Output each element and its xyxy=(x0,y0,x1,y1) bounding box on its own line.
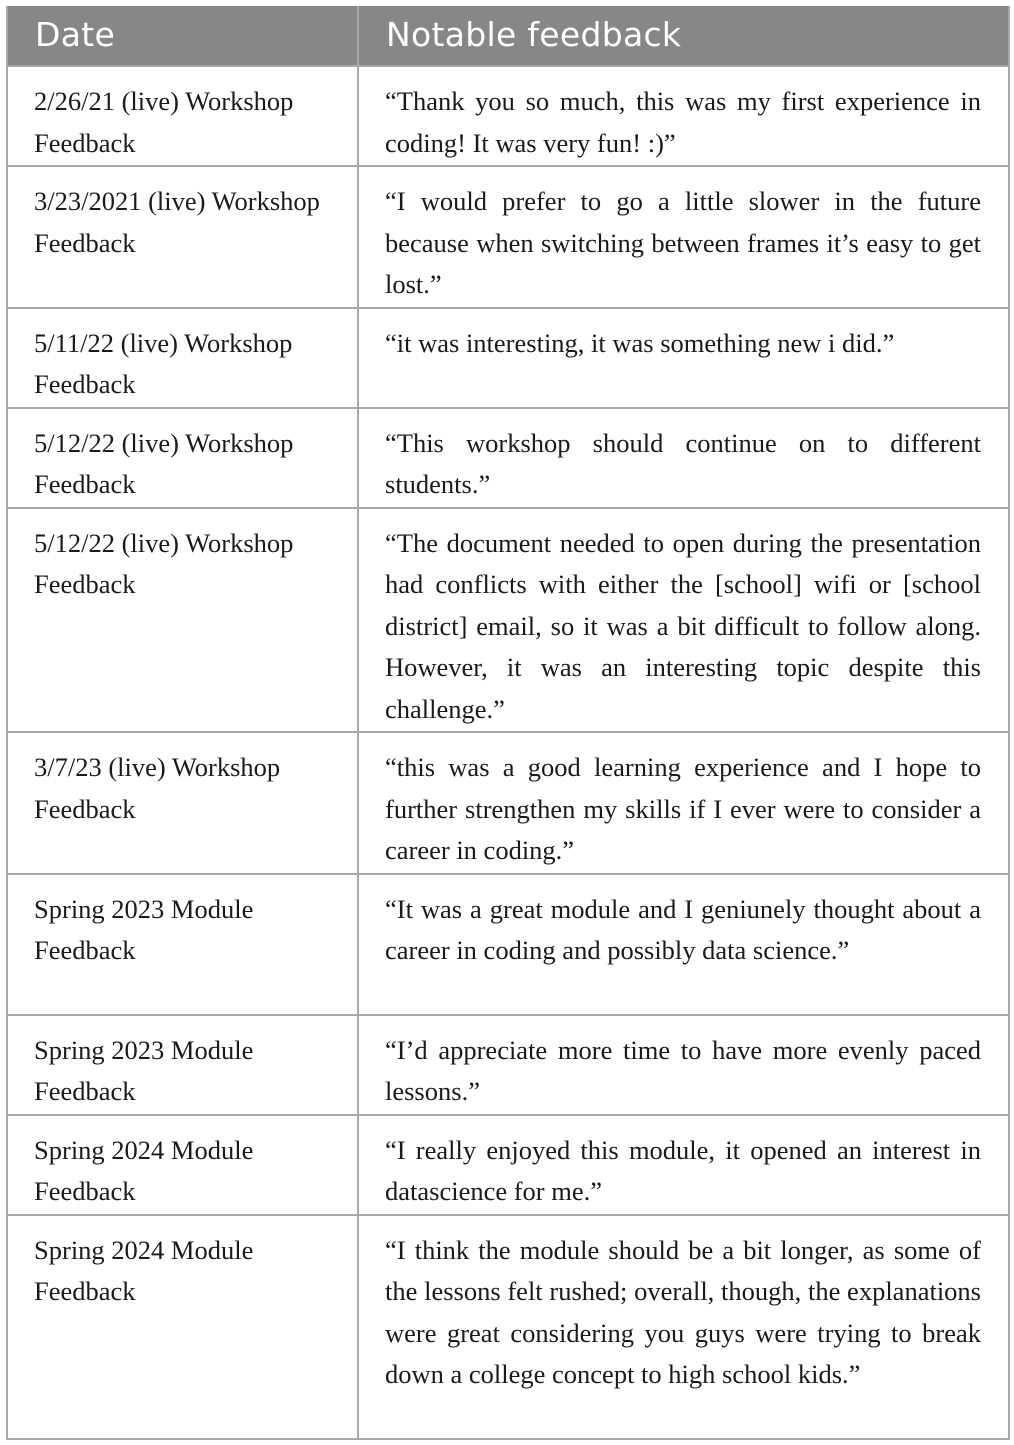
table-row xyxy=(7,166,1009,308)
feedback-cell: “It was a great module and I geniunely thought about a career in coding and possibly data science.” xyxy=(358,874,1009,1015)
feedback-cell: “it was interesting, it was something new i did.” xyxy=(358,308,1009,408)
table-row xyxy=(7,66,1009,166)
feedback-cell: “I really enjoyed this module, it opened an interest in datascience for me.” xyxy=(358,1115,1009,1215)
table-row xyxy=(7,1215,1009,1439)
feedback-table-container xyxy=(6,6,1008,1440)
feedback-table xyxy=(6,6,1010,1440)
table-header-row xyxy=(7,6,1009,66)
header-date: Date xyxy=(7,6,358,66)
date-cell: 5/11/22 (live) Workshop Feedback xyxy=(7,308,358,408)
feedback-cell: “The document needed to open during the presentation had conflicts with either the [school] wifi or [school district] email, so it was a bit difficult to follow along. However, it was an interesting topic despite this challenge.” xyxy=(358,508,1009,733)
table-row xyxy=(7,1115,1009,1215)
date-cell: 2/26/21 (live) Workshop Feedback xyxy=(7,66,358,166)
feedback-cell: “I would prefer to go a little slower in the future because when switching between frames it’s easy to get lost.” xyxy=(358,166,1009,308)
table-row xyxy=(7,408,1009,508)
feedback-cell: “this was a good learning experience and I hope to further strengthen my skills if I ever were to consider a career in coding.” xyxy=(358,732,1009,874)
table-row xyxy=(7,508,1009,733)
date-cell: 5/12/22 (live) Workshop Feedback xyxy=(7,508,358,733)
date-cell: Spring 2023 Module Feedback xyxy=(7,1015,358,1115)
table-row xyxy=(7,1015,1009,1115)
date-cell: Spring 2024 Module Feedback xyxy=(7,1215,358,1439)
feedback-cell: “I think the module should be a bit longer, as some of the lessons felt rushed; overall, though, the explanations were great considering you guys were trying to break down a college concept to high school kids.” xyxy=(358,1215,1009,1439)
table-row xyxy=(7,732,1009,874)
feedback-cell: “I’d appreciate more time to have more evenly paced lessons.” xyxy=(358,1015,1009,1115)
date-cell: 5/12/22 (live) Workshop Feedback xyxy=(7,408,358,508)
date-cell: Spring 2023 Module Feedback xyxy=(7,874,358,1015)
date-cell: Spring 2024 Module Feedback xyxy=(7,1115,358,1215)
table-row xyxy=(7,874,1009,1015)
date-cell: 3/23/2021 (live) Workshop Feedback xyxy=(7,166,358,308)
feedback-cell: “Thank you so much, this was my first experience in coding! It was very fun! :)” xyxy=(358,66,1009,166)
date-cell: 3/7/23 (live) Workshop Feedback xyxy=(7,732,358,874)
header-notable-feedback: Notable feedback xyxy=(358,6,1009,66)
table-row xyxy=(7,308,1009,408)
feedback-cell: “This workshop should continue on to different students.” xyxy=(358,408,1009,508)
